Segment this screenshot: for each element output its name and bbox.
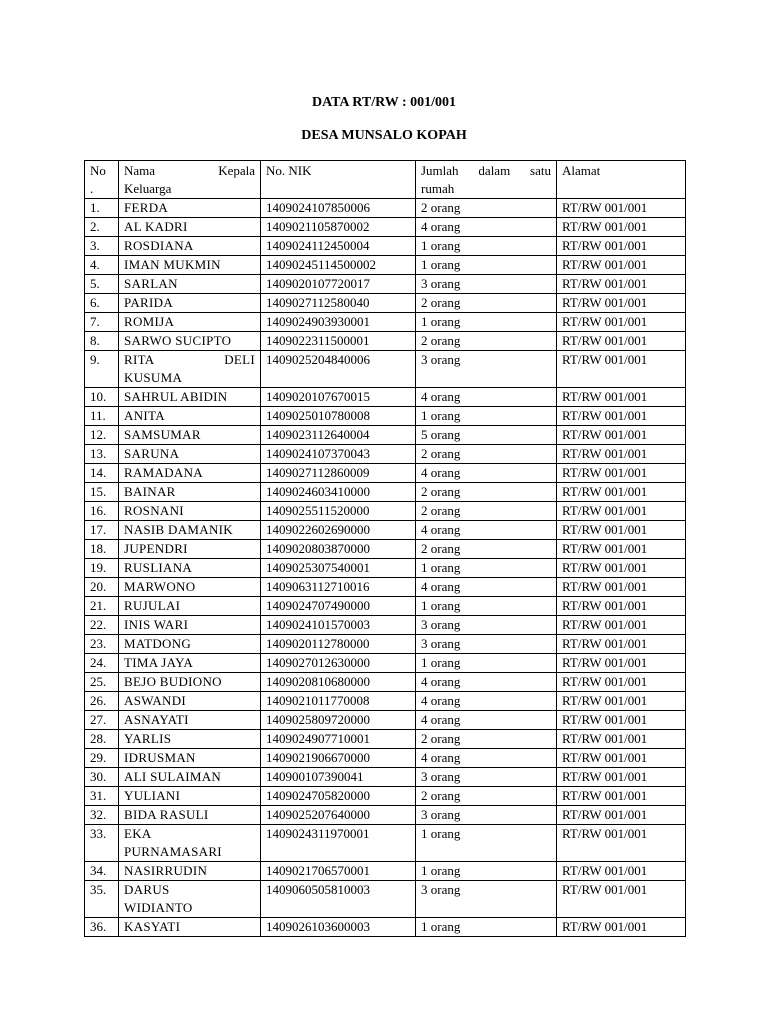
row-alamat: RT/RW 001/001: [557, 275, 686, 294]
row-nik: 1409024112450004: [261, 237, 416, 256]
row-jumlah: 1 orang: [416, 862, 557, 881]
table-row: [85, 711, 686, 730]
row-name: BEJO BUDIONO: [119, 673, 261, 692]
row-name: RUSLIANA: [119, 559, 261, 578]
row-jumlah: 3 orang: [416, 616, 557, 635]
row-jumlah: 4 orang: [416, 521, 557, 540]
row-name: ASNAYATI: [119, 711, 261, 730]
row-name: MATDONG: [119, 635, 261, 654]
row-number: 13.: [85, 445, 119, 464]
row-alamat: RT/RW 001/001: [557, 483, 686, 502]
row-name: IMAN MUKMIN: [119, 256, 261, 275]
row-nik: 14090245114500002: [261, 256, 416, 275]
row-name: ANITA: [119, 407, 261, 426]
table-row: [85, 540, 686, 559]
row-name: FERDA: [119, 199, 261, 218]
table-row: [85, 199, 686, 218]
table-row: [85, 692, 686, 711]
table-row: [85, 578, 686, 597]
table-row: [85, 218, 686, 237]
row-jumlah: 3 orang: [416, 881, 557, 918]
table-row: [85, 388, 686, 407]
header-no-line2: .: [90, 181, 94, 196]
row-number: 14.: [85, 464, 119, 483]
row-alamat: RT/RW 001/001: [557, 407, 686, 426]
row-alamat: RT/RW 001/001: [557, 256, 686, 275]
document-subtitle: DESA MUNSALO KOPAH: [301, 128, 467, 143]
row-jumlah: 4 orang: [416, 464, 557, 483]
row-alamat: RT/RW 001/001: [557, 635, 686, 654]
row-alamat: RT/RW 001/001: [557, 351, 686, 388]
row-name: [119, 351, 261, 388]
header-nik: No. NIK: [261, 161, 416, 199]
row-name-line1: DARUS: [124, 882, 170, 897]
row-alamat: RT/RW 001/001: [557, 294, 686, 313]
row-number: 20.: [85, 578, 119, 597]
row-nik: 1409024603410000: [261, 483, 416, 502]
row-alamat: RT/RW 001/001: [557, 806, 686, 825]
row-number: 31.: [85, 787, 119, 806]
row-nik: 1409020810680000: [261, 673, 416, 692]
row-alamat: RT/RW 001/001: [557, 654, 686, 673]
row-nik: 1409020107720017: [261, 275, 416, 294]
table-row: [85, 294, 686, 313]
row-nik: 1409021906670000: [261, 749, 416, 768]
table-row: [85, 483, 686, 502]
header-no-line1: No: [90, 163, 106, 178]
table-row: [85, 502, 686, 521]
row-name: SAHRUL ABIDIN: [119, 388, 261, 407]
header-jumlah-word1: Jumlah: [421, 163, 459, 178]
table-row: [85, 862, 686, 881]
row-nik: 1409026103600003: [261, 918, 416, 937]
row-name-line1: [124, 351, 255, 369]
row-alamat: RT/RW 001/001: [557, 787, 686, 806]
row-alamat: RT/RW 001/001: [557, 332, 686, 351]
row-number: 17.: [85, 521, 119, 540]
row-alamat: RT/RW 001/001: [557, 540, 686, 559]
row-number: 8.: [85, 332, 119, 351]
table-row: [85, 918, 686, 937]
row-nik: 140900107390041: [261, 768, 416, 787]
row-nik: 1409027012630000: [261, 654, 416, 673]
row-name: RAMADANA: [119, 464, 261, 483]
header-name-line2: Keluarga: [124, 181, 172, 196]
table-row: [85, 749, 686, 768]
table-row: [85, 351, 686, 388]
row-alamat: RT/RW 001/001: [557, 711, 686, 730]
row-alamat: RT/RW 001/001: [557, 862, 686, 881]
row-jumlah: 4 orang: [416, 749, 557, 768]
document-title: DATA RT/RW : 001/001: [311, 95, 457, 110]
table-row: [85, 464, 686, 483]
header-name-line1: [124, 162, 255, 180]
row-jumlah: 2 orang: [416, 199, 557, 218]
row-jumlah: 1 orang: [416, 407, 557, 426]
row-number: 29.: [85, 749, 119, 768]
row-number: 4.: [85, 256, 119, 275]
row-nik: 1409021105870002: [261, 218, 416, 237]
row-alamat: RT/RW 001/001: [557, 502, 686, 521]
row-number: 10.: [85, 388, 119, 407]
row-nik: 1409025511520000: [261, 502, 416, 521]
row-number: 27.: [85, 711, 119, 730]
row-alamat: RT/RW 001/001: [557, 673, 686, 692]
row-number: 33.: [85, 825, 119, 862]
row-name: INIS WARI: [119, 616, 261, 635]
row-number: 11.: [85, 407, 119, 426]
row-number: 21.: [85, 597, 119, 616]
row-nik: 1409025307540001: [261, 559, 416, 578]
row-name: [119, 881, 261, 918]
row-number: 30.: [85, 768, 119, 787]
row-alamat: RT/RW 001/001: [557, 521, 686, 540]
row-name-line2: WIDIANTO: [124, 900, 193, 915]
row-alamat: RT/RW 001/001: [557, 313, 686, 332]
row-nik: 1409027112580040: [261, 294, 416, 313]
row-jumlah: 1 orang: [416, 825, 557, 862]
row-jumlah: 1 orang: [416, 597, 557, 616]
row-jumlah: 2 orang: [416, 730, 557, 749]
header-name: [119, 161, 261, 199]
row-number: 19.: [85, 559, 119, 578]
row-jumlah: 3 orang: [416, 351, 557, 388]
row-alamat: RT/RW 001/001: [557, 692, 686, 711]
table-row: [85, 881, 686, 918]
row-number: 28.: [85, 730, 119, 749]
table-row: [85, 730, 686, 749]
row-number: 9.: [85, 351, 119, 388]
table-row: [85, 313, 686, 332]
row-alamat: RT/RW 001/001: [557, 597, 686, 616]
row-jumlah: 2 orang: [416, 483, 557, 502]
row-number: 35.: [85, 881, 119, 918]
row-nik: 1409024107370043: [261, 445, 416, 464]
table-row: [85, 559, 686, 578]
header-jumlah-line2: rumah: [421, 181, 455, 196]
table-row: [85, 332, 686, 351]
row-jumlah: 4 orang: [416, 692, 557, 711]
table-row: [85, 521, 686, 540]
row-nik: 1409021706570001: [261, 862, 416, 881]
row-nik: 1409060505810003: [261, 881, 416, 918]
table-row: [85, 275, 686, 294]
table-row: [85, 806, 686, 825]
row-name: YULIANI: [119, 787, 261, 806]
header-alamat: Alamat: [557, 161, 686, 199]
row-name: YARLIS: [119, 730, 261, 749]
table-row: [85, 597, 686, 616]
row-number: 22.: [85, 616, 119, 635]
row-number: 3.: [85, 237, 119, 256]
row-name: ROMIJA: [119, 313, 261, 332]
header-no: [85, 161, 119, 199]
row-alamat: RT/RW 001/001: [557, 388, 686, 407]
row-jumlah: 4 orang: [416, 218, 557, 237]
row-alamat: RT/RW 001/001: [557, 918, 686, 937]
row-jumlah: 3 orang: [416, 275, 557, 294]
table-row: [85, 825, 686, 862]
table-row: [85, 237, 686, 256]
row-alamat: RT/RW 001/001: [557, 218, 686, 237]
row-jumlah: 1 orang: [416, 654, 557, 673]
row-name: SARWO SUCIPTO: [119, 332, 261, 351]
row-number: 32.: [85, 806, 119, 825]
table-row: [85, 407, 686, 426]
row-nik: 1409063112710016: [261, 578, 416, 597]
row-nik: 1409022602690000: [261, 521, 416, 540]
row-nik: 1409027112860009: [261, 464, 416, 483]
row-number: 1.: [85, 199, 119, 218]
row-alamat: RT/RW 001/001: [557, 445, 686, 464]
row-name: [119, 825, 261, 862]
row-name: BAINAR: [119, 483, 261, 502]
table-row: [85, 787, 686, 806]
row-name-word1: RITA: [124, 352, 155, 367]
row-name: ROSNANI: [119, 502, 261, 521]
row-nik: 1409024707490000: [261, 597, 416, 616]
row-alamat: RT/RW 001/001: [557, 768, 686, 787]
row-jumlah: 4 orang: [416, 578, 557, 597]
row-name: MARWONO: [119, 578, 261, 597]
row-jumlah: 2 orang: [416, 332, 557, 351]
row-alamat: RT/RW 001/001: [557, 559, 686, 578]
row-nik: 1409024311970001: [261, 825, 416, 862]
row-jumlah: 3 orang: [416, 635, 557, 654]
table-row: [85, 445, 686, 464]
row-jumlah: 4 orang: [416, 388, 557, 407]
row-alamat: RT/RW 001/001: [557, 749, 686, 768]
row-jumlah: 2 orang: [416, 540, 557, 559]
row-alamat: RT/RW 001/001: [557, 616, 686, 635]
row-alamat: RT/RW 001/001: [557, 881, 686, 918]
table-row: [85, 256, 686, 275]
row-number: 16.: [85, 502, 119, 521]
row-number: 36.: [85, 918, 119, 937]
row-name: SARUNA: [119, 445, 261, 464]
row-name-word2: DELI: [224, 352, 255, 367]
row-number: 6.: [85, 294, 119, 313]
row-jumlah: 1 orang: [416, 559, 557, 578]
row-nik: 1409021011770008: [261, 692, 416, 711]
header-jumlah: [416, 161, 557, 199]
row-jumlah: 1 orang: [416, 237, 557, 256]
row-nik: 1409024907710001: [261, 730, 416, 749]
row-number: 26.: [85, 692, 119, 711]
row-name: NASIRRUDIN: [119, 862, 261, 881]
row-number: 34.: [85, 862, 119, 881]
row-nik: 1409025204840006: [261, 351, 416, 388]
row-jumlah: 4 orang: [416, 711, 557, 730]
row-name: BIDA RASULI: [119, 806, 261, 825]
header-name-word2: Kepala: [218, 163, 255, 178]
table-row: [85, 426, 686, 445]
row-number: 18.: [85, 540, 119, 559]
row-number: 25.: [85, 673, 119, 692]
row-jumlah: 1 orang: [416, 256, 557, 275]
row-nik: 1409024903930001: [261, 313, 416, 332]
row-name: PARIDA: [119, 294, 261, 313]
household-table: [84, 160, 686, 937]
row-jumlah: 2 orang: [416, 502, 557, 521]
row-name: JUPENDRI: [119, 540, 261, 559]
row-jumlah: 5 orang: [416, 426, 557, 445]
row-name-line2: KUSUMA: [124, 370, 183, 385]
row-nik: 1409024101570003: [261, 616, 416, 635]
header-name-word1: Nama: [124, 163, 156, 178]
row-name: KASYATI: [119, 918, 261, 937]
row-jumlah: 2 orang: [416, 445, 557, 464]
row-jumlah: 4 orang: [416, 673, 557, 692]
row-jumlah: 2 orang: [416, 294, 557, 313]
row-alamat: RT/RW 001/001: [557, 464, 686, 483]
row-name: NASIB DAMANIK: [119, 521, 261, 540]
row-number: 7.: [85, 313, 119, 332]
table-row: [85, 616, 686, 635]
row-nik: 1409025207640000: [261, 806, 416, 825]
table-row: [85, 654, 686, 673]
row-name: IDRUSMAN: [119, 749, 261, 768]
row-number: 12.: [85, 426, 119, 445]
row-alamat: RT/RW 001/001: [557, 730, 686, 749]
row-name: ASWANDI: [119, 692, 261, 711]
row-number: 2.: [85, 218, 119, 237]
row-jumlah: 1 orang: [416, 313, 557, 332]
header-jumlah-word2: dalam: [478, 163, 511, 178]
row-alamat: RT/RW 001/001: [557, 199, 686, 218]
row-name: TIMA JAYA: [119, 654, 261, 673]
row-nik: 1409024705820000: [261, 787, 416, 806]
row-number: 15.: [85, 483, 119, 502]
row-nik: 1409023112640004: [261, 426, 416, 445]
table-header-row: [85, 161, 686, 199]
row-alamat: RT/RW 001/001: [557, 578, 686, 597]
row-nik: 1409025809720000: [261, 711, 416, 730]
row-nik: 1409020112780000: [261, 635, 416, 654]
row-nik: 1409020107670015: [261, 388, 416, 407]
row-name: AL KADRI: [119, 218, 261, 237]
row-jumlah: 2 orang: [416, 787, 557, 806]
row-nik: 1409020803870000: [261, 540, 416, 559]
row-number: 5.: [85, 275, 119, 294]
row-alamat: RT/RW 001/001: [557, 825, 686, 862]
row-number: 23.: [85, 635, 119, 654]
header-jumlah-word3: satu: [530, 163, 551, 178]
row-nik: 1409024107850006: [261, 199, 416, 218]
row-jumlah: 3 orang: [416, 806, 557, 825]
row-name: ALI SULAIMAN: [119, 768, 261, 787]
table-row: [85, 635, 686, 654]
table-row: [85, 768, 686, 787]
row-name-line1: EKA: [124, 826, 152, 841]
row-nik: 1409022311500001: [261, 332, 416, 351]
row-alamat: RT/RW 001/001: [557, 237, 686, 256]
row-name: SAMSUMAR: [119, 426, 261, 445]
row-jumlah: 1 orang: [416, 918, 557, 937]
row-nik: 1409025010780008: [261, 407, 416, 426]
row-name: RUJULAI: [119, 597, 261, 616]
row-name: SARLAN: [119, 275, 261, 294]
row-alamat: RT/RW 001/001: [557, 426, 686, 445]
row-name: ROSDIANA: [119, 237, 261, 256]
row-number: 24.: [85, 654, 119, 673]
header-jumlah-line1: [421, 162, 551, 180]
table-body: [85, 199, 686, 937]
table-row: [85, 673, 686, 692]
row-jumlah: 3 orang: [416, 768, 557, 787]
row-name-line2: PURNAMASARI: [124, 844, 222, 859]
